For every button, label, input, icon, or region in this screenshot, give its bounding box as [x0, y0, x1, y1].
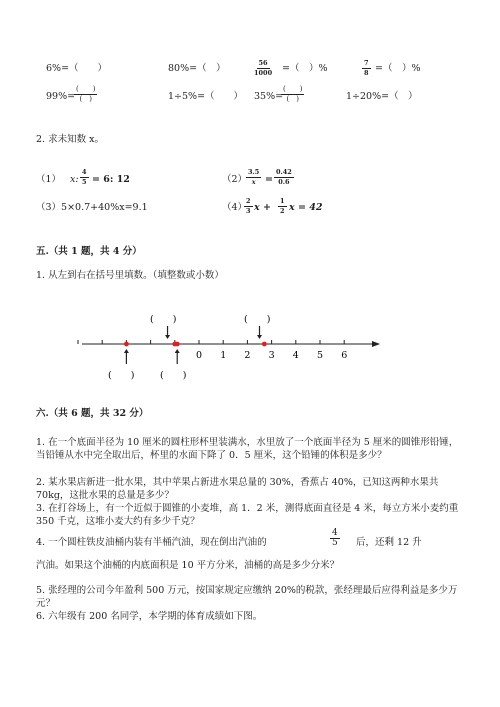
- equation-2-fraction-left: [246, 168, 261, 187]
- problem-6: 6. 六年级有 200 名同学，本学期的体育成绩如下图。: [36, 611, 263, 622]
- equation-4-label: （4）: [222, 202, 248, 213]
- fraction-denominator: ( ): [286, 95, 299, 103]
- problem-4-part-c: 汽油。如果这个油桶的内底面积是 10 平方分米，油桶的高是多少分米？: [36, 560, 340, 571]
- number-line-point: [262, 342, 267, 347]
- problem-4-part-b: 后，还剩 12 升: [356, 537, 422, 548]
- row2-item-3-left: 35%=: [254, 91, 284, 102]
- row1-item-4-fraction: [362, 59, 371, 78]
- fraction-numerator: 7: [364, 59, 369, 67]
- section-6-heading: 六.（共 6 题，共 32 分）: [36, 408, 149, 419]
- row2-item-1-left: 99%=: [46, 91, 76, 102]
- problem-1: 1. 在一个底面半径为 10 厘米的圆柱形杯里装满水，水里放了一个底面半径为 5 厘米的圆锥形铅锤，当铅锤从水中完全取出后，杯里的水面下降了 0．5 厘米，这个铅锤的体积是多少？: [36, 437, 459, 461]
- equation-4-mid: x +: [254, 202, 271, 213]
- row1-item-3-fraction: [254, 59, 272, 78]
- equation-2-label: （2）: [222, 174, 248, 185]
- number-line-down-arrowhead: [165, 335, 170, 339]
- row2-item-3-fraction: [281, 85, 304, 104]
- fraction-numerator: 0.42: [276, 168, 292, 176]
- question-5-1: 1. 从左到右在括号里填数。（填整数或小数）: [36, 270, 224, 281]
- equation-1-x: x:: [70, 174, 79, 185]
- number-line-tick-label: 2: [244, 350, 251, 361]
- fraction-numerator: 2: [246, 197, 251, 205]
- number-line-tick-label: 4: [292, 350, 299, 361]
- number-line-tick-label: 1: [220, 350, 227, 361]
- question-2-title: 2. 求未知数 x。: [36, 134, 104, 145]
- row2-item-4: 1÷20%=（ ）: [346, 91, 418, 102]
- fraction-denominator: 2: [280, 207, 285, 215]
- problem-2: 2. 某水果店新进一批水果，其中苹果占新进水果总量的 30%，香蕉占 40%，已知这两种水果共 70kg，这批水果的总量是多少？: [36, 477, 439, 501]
- fraction-numerator: 4: [332, 528, 338, 538]
- equation-1-label: （1）: [36, 174, 62, 185]
- fraction-denominator: 0.6: [278, 178, 290, 186]
- problem-3: 3. 在打谷场上，有一个近似于圆锥的小麦堆，高 1．2 米，测得底面直径是 4 米，每立方米小麦约重 350 千克，这堆小麦大约有多少千克？: [36, 503, 459, 527]
- number-line: [0, 300, 500, 390]
- problem-5: 5. 张经理的公司今年盈利 500 万元，按国家规定应缴纳 20%的税款，张经理最后应得利益是多少万元？: [36, 585, 458, 609]
- number-line-top-blank-1: ( ): [150, 314, 177, 325]
- row1-item-3-rest: =（ ）%: [282, 63, 328, 74]
- number-line-up-arrowhead: [124, 349, 129, 353]
- number-line-up-arrowhead: [175, 349, 180, 353]
- fraction-numerator: 4: [82, 168, 87, 176]
- number-line-bottom-blank-1: ( ): [108, 370, 135, 381]
- problem-4-fraction: [330, 529, 340, 548]
- row2-item-1-fraction: [74, 85, 97, 104]
- row1-item-2: 80%=（ ）: [168, 63, 226, 74]
- fraction-numerator: 1: [280, 197, 285, 205]
- number-line-point: [175, 342, 180, 347]
- number-line-tick-label: 5: [317, 350, 324, 361]
- equation-4-fraction-1: [244, 197, 253, 216]
- fraction-numerator: ( ): [76, 85, 96, 93]
- number-line-tick-label: 0: [196, 350, 203, 361]
- fraction-denominator: x: [251, 178, 256, 186]
- number-line-bottom-blank-2: ( ): [160, 370, 187, 381]
- section-5-heading: 五.（共 1 题，共 4 分）: [36, 246, 142, 257]
- row2-item-2: 1÷5%=（ ）: [168, 91, 244, 102]
- row1-item-1: 6%=（ ）: [46, 63, 108, 74]
- equation-2-equals: =: [265, 174, 273, 185]
- equation-1-fraction: [80, 168, 89, 187]
- number-line-tick-label: 6: [341, 350, 348, 361]
- fraction-denominator: 5: [82, 178, 87, 186]
- fraction-numerator: 56: [258, 59, 268, 67]
- number-line-tick-label: 3: [268, 350, 275, 361]
- fraction-denominator: 1000: [254, 69, 273, 77]
- number-line-point: [124, 342, 129, 347]
- number-line-top-blank-2: ( ): [244, 314, 271, 325]
- row1-item-4-rest: =（ ）%: [375, 63, 421, 74]
- equation-2-fraction-right: [274, 168, 294, 187]
- equation-3: （3）5×0.7+40%x=9.1: [36, 202, 148, 213]
- fraction-denominator: 3: [246, 207, 251, 215]
- number-line-arrowhead: [372, 341, 380, 347]
- fraction-numerator: 3.5: [248, 168, 260, 176]
- problem-4-part-a: 4. 一个圆柱铁皮油桶内装有半桶汽油，现在倒出汽油的: [36, 537, 267, 548]
- equation-1-rest: = 6: 12: [92, 174, 130, 185]
- number-line-down-arrowhead: [257, 335, 262, 339]
- fraction-denominator: ( ): [79, 95, 92, 103]
- fraction-numerator: ( ): [283, 85, 303, 93]
- fraction-denominator: 5: [332, 538, 338, 548]
- equation-4-end: x = 42: [289, 202, 323, 213]
- equation-4-fraction-2: [278, 197, 287, 216]
- fraction-denominator: 8: [364, 69, 369, 77]
